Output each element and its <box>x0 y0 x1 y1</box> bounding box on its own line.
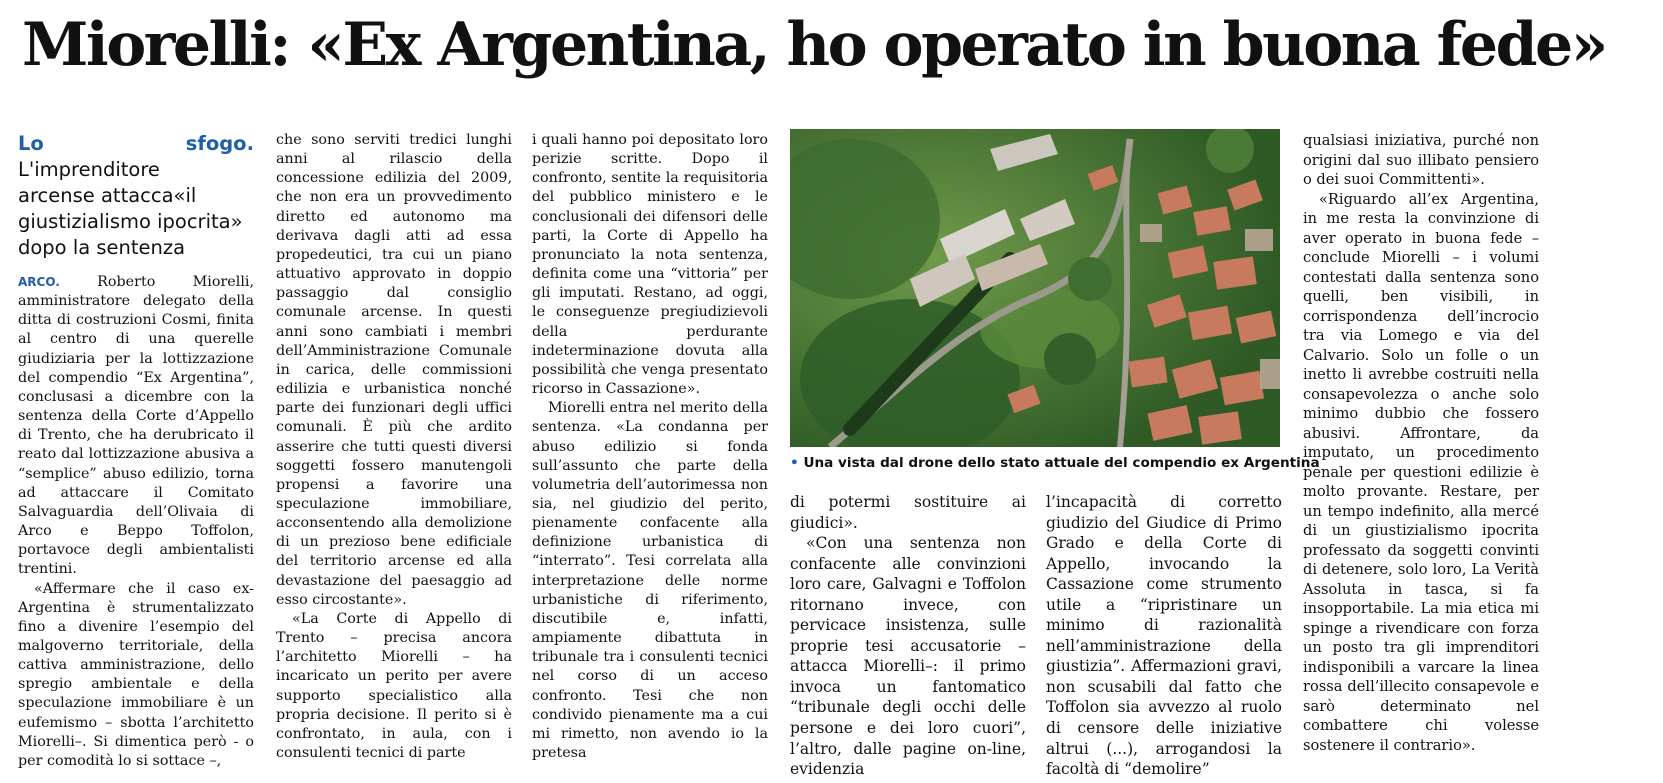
drone-photo <box>790 129 1280 447</box>
subheading-line: L'imprenditore <box>18 158 160 181</box>
subheading-kicker: Lo sfogo. <box>18 132 254 155</box>
caption-bullet-icon: • <box>790 455 799 471</box>
subheading-line: giustizialismo ipocrita» <box>18 210 243 233</box>
drone-photo-image <box>790 129 1280 447</box>
photo-caption <box>790 452 1320 474</box>
paragraph: i quali hanno poi depositato loro perizie scritte. Dopo il confronto, sentite la requisitoria del pubblico ministero e le conclusionali dei difensori delle parti, la Corte di Appello ha pronunciato la nota sentenza, definita come una “vittoria” per gli imputati. Restano, ad oggi, le conseguenze pregiudizievoli della perdurante indeterminazione dovuta alla possibilità che venga presentato ricorso in Cassazione». <box>532 132 768 398</box>
dateline: ARCO. <box>18 275 60 289</box>
paragraph: «Affermare che il caso ex-Argentina è strumentalizzato fino a divenire l’esempio del malgoverno territoriale, della cattiva amministrazione, dello spregio ambientale e della speculazione immobiliare è un eufemismo – sbotta l’architetto Miorelli–. Si dimentica però - o per comodità lo si sottace –, <box>18 580 254 769</box>
article-column-6 <box>1303 131 1539 755</box>
paragraph: qualsiasi iniziativa, purché non origini dal suo illibato pensiero o dei suoi Committenti». <box>1303 132 1539 188</box>
article-column-4 <box>790 492 1026 780</box>
subheading <box>18 131 254 261</box>
paragraph: «Con una sentenza non confacente alle convinzioni loro care, Galvagni e Toffolon ritornano invece, con pervicace insistenza, sulle proprie tesi accusatorie – attacca Miorelli–: il primo invoca un fantomatico “tribunale degli occhi delle persone e dei loro cuori”, l’altro, dalle pagine on-line, evidenzia <box>790 534 1026 779</box>
paragraph: «La Corte di Appello di Trento – precisa ancora l’architetto Miorelli – ha incaricato un perito per avere supporto specialistico alla propria decisione. Il perito si è confrontato, in aula, con i consulenti tecnici di parte <box>276 610 512 761</box>
article-column-5 <box>1046 492 1282 780</box>
paragraph: l’incapacità di corretto giudizio del Giudice di Primo Grado e della Corte di Appello, invocando la Cassazione come strumento utile a “ripristinare un minimo di razionalità nell’amministrazione della giustizia”. Affermazioni gravi, non scusabili dal fatto che Toffolon sia avvezzo al ruolo di censore delle iniziative altrui (...), arrogandosi la facoltà di “demolire” <box>1046 493 1282 779</box>
paragraph-text: Roberto Miorelli, amministratore delegato della ditta di costruzioni Cosmi, finita al centro di una querelle giudiziaria per la lottizzazione del compendio “Ex Argentina”, conclusasi a dicembre con la sentenza della Corte d’Appello di Trento, che ha derubricato il reato dal lottizzazione abusiva a “semplice” abuso edilizio, torna ad attaccare il Comitato Salvaguardia dell’Olivaia di Arco e Beppo Toffolon, portavoce degli ambientalisti trentini. <box>18 274 255 578</box>
caption-text: Una vista dal drone dello stato attuale del compendio ex Argentina <box>803 455 1320 471</box>
article-column-1 <box>18 131 254 771</box>
paragraph <box>18 273 254 580</box>
subheading-line: dopo la sentenza <box>18 236 186 259</box>
paragraph: Miorelli entra nel merito della sentenza. «La condanna per abuso edilizio si fonda sull’assunto che parte della volumetria dell’autorimessa non sia, nel giudizio del perito, pienamente confacente alla definizione urbanistica di “interrato”. Tesi correlata alla interpretazione delle norme urbanistiche di riferimento, discutibile e, infatti, ampiamente dibattuta in tribunale tra i consulenti tecnici nel corso di un acceso confronto. Tesi che non condivido pienamente ma a cui mi rimetto, non avendo io la pretesa <box>532 400 768 761</box>
paragraph: che sono serviti tredici lunghi anni al rilascio della concessione edilizia del 2009, che non era un provvedimento diretto ed autonomo ma derivava dagli atti ad essa propedeutici, tra cui un piano attuativo approvato in doppio passaggio dal consiglio comunale arcense. In questi anni sono cambiati i membri dell’Amministrazione Comunale in carica, delle commissioni edilizia e urbanistica nonché parte dei funzionari degli uffici comunali. È più che ardito asserire che tutti questi diversi soggetti fossero manutengoli propensi a favorire una speculazione immobiliare, acconsentendo alla demolizione di un prezioso bene edificiale del territorio arcense ed alla devastazione del paesaggio ad esso circostante». <box>276 132 512 608</box>
paragraph: «Riguardo all’ex Argentina, in me resta la convinzione di aver operato in buona fede – conclude Miorelli – i volumi contestati dalla sentenza sono quelli, ben visibili, in corrispondenza dell’incrocio tra via Lomego e via del Calvario. Solo un folle o un inetto li avrebbe costruiti nella consapevolezza o anche solo minimo dubbio che fossero abusivi. Affrontare, da imputato, un procedimento penale per questioni edilizie è molto provante. Restare, per un tempo indefinito, alla mercé di un giustizialismo ipocrita professato da soggetti convinti di detenere, solo loro, La Verità Assoluta in tasca, si fa insopportabile. La mia etica mi spinge a rivendicare con forza un posto tra gli imprenditori indisponibili a varcare la linea rossa dell’illecito consapevole e sarò determinato nel combattere chi volesse sostenere il contrario». <box>1303 190 1539 754</box>
paragraph: di potermi sostituire ai giudici». <box>790 493 1026 532</box>
headline: Miorelli: «Ex Argentina, ho operato in buona fede» <box>22 10 1606 80</box>
subheading-line: arcense attacca«il <box>18 184 197 207</box>
article-column-2 <box>276 131 512 763</box>
article-column-3 <box>532 131 768 763</box>
